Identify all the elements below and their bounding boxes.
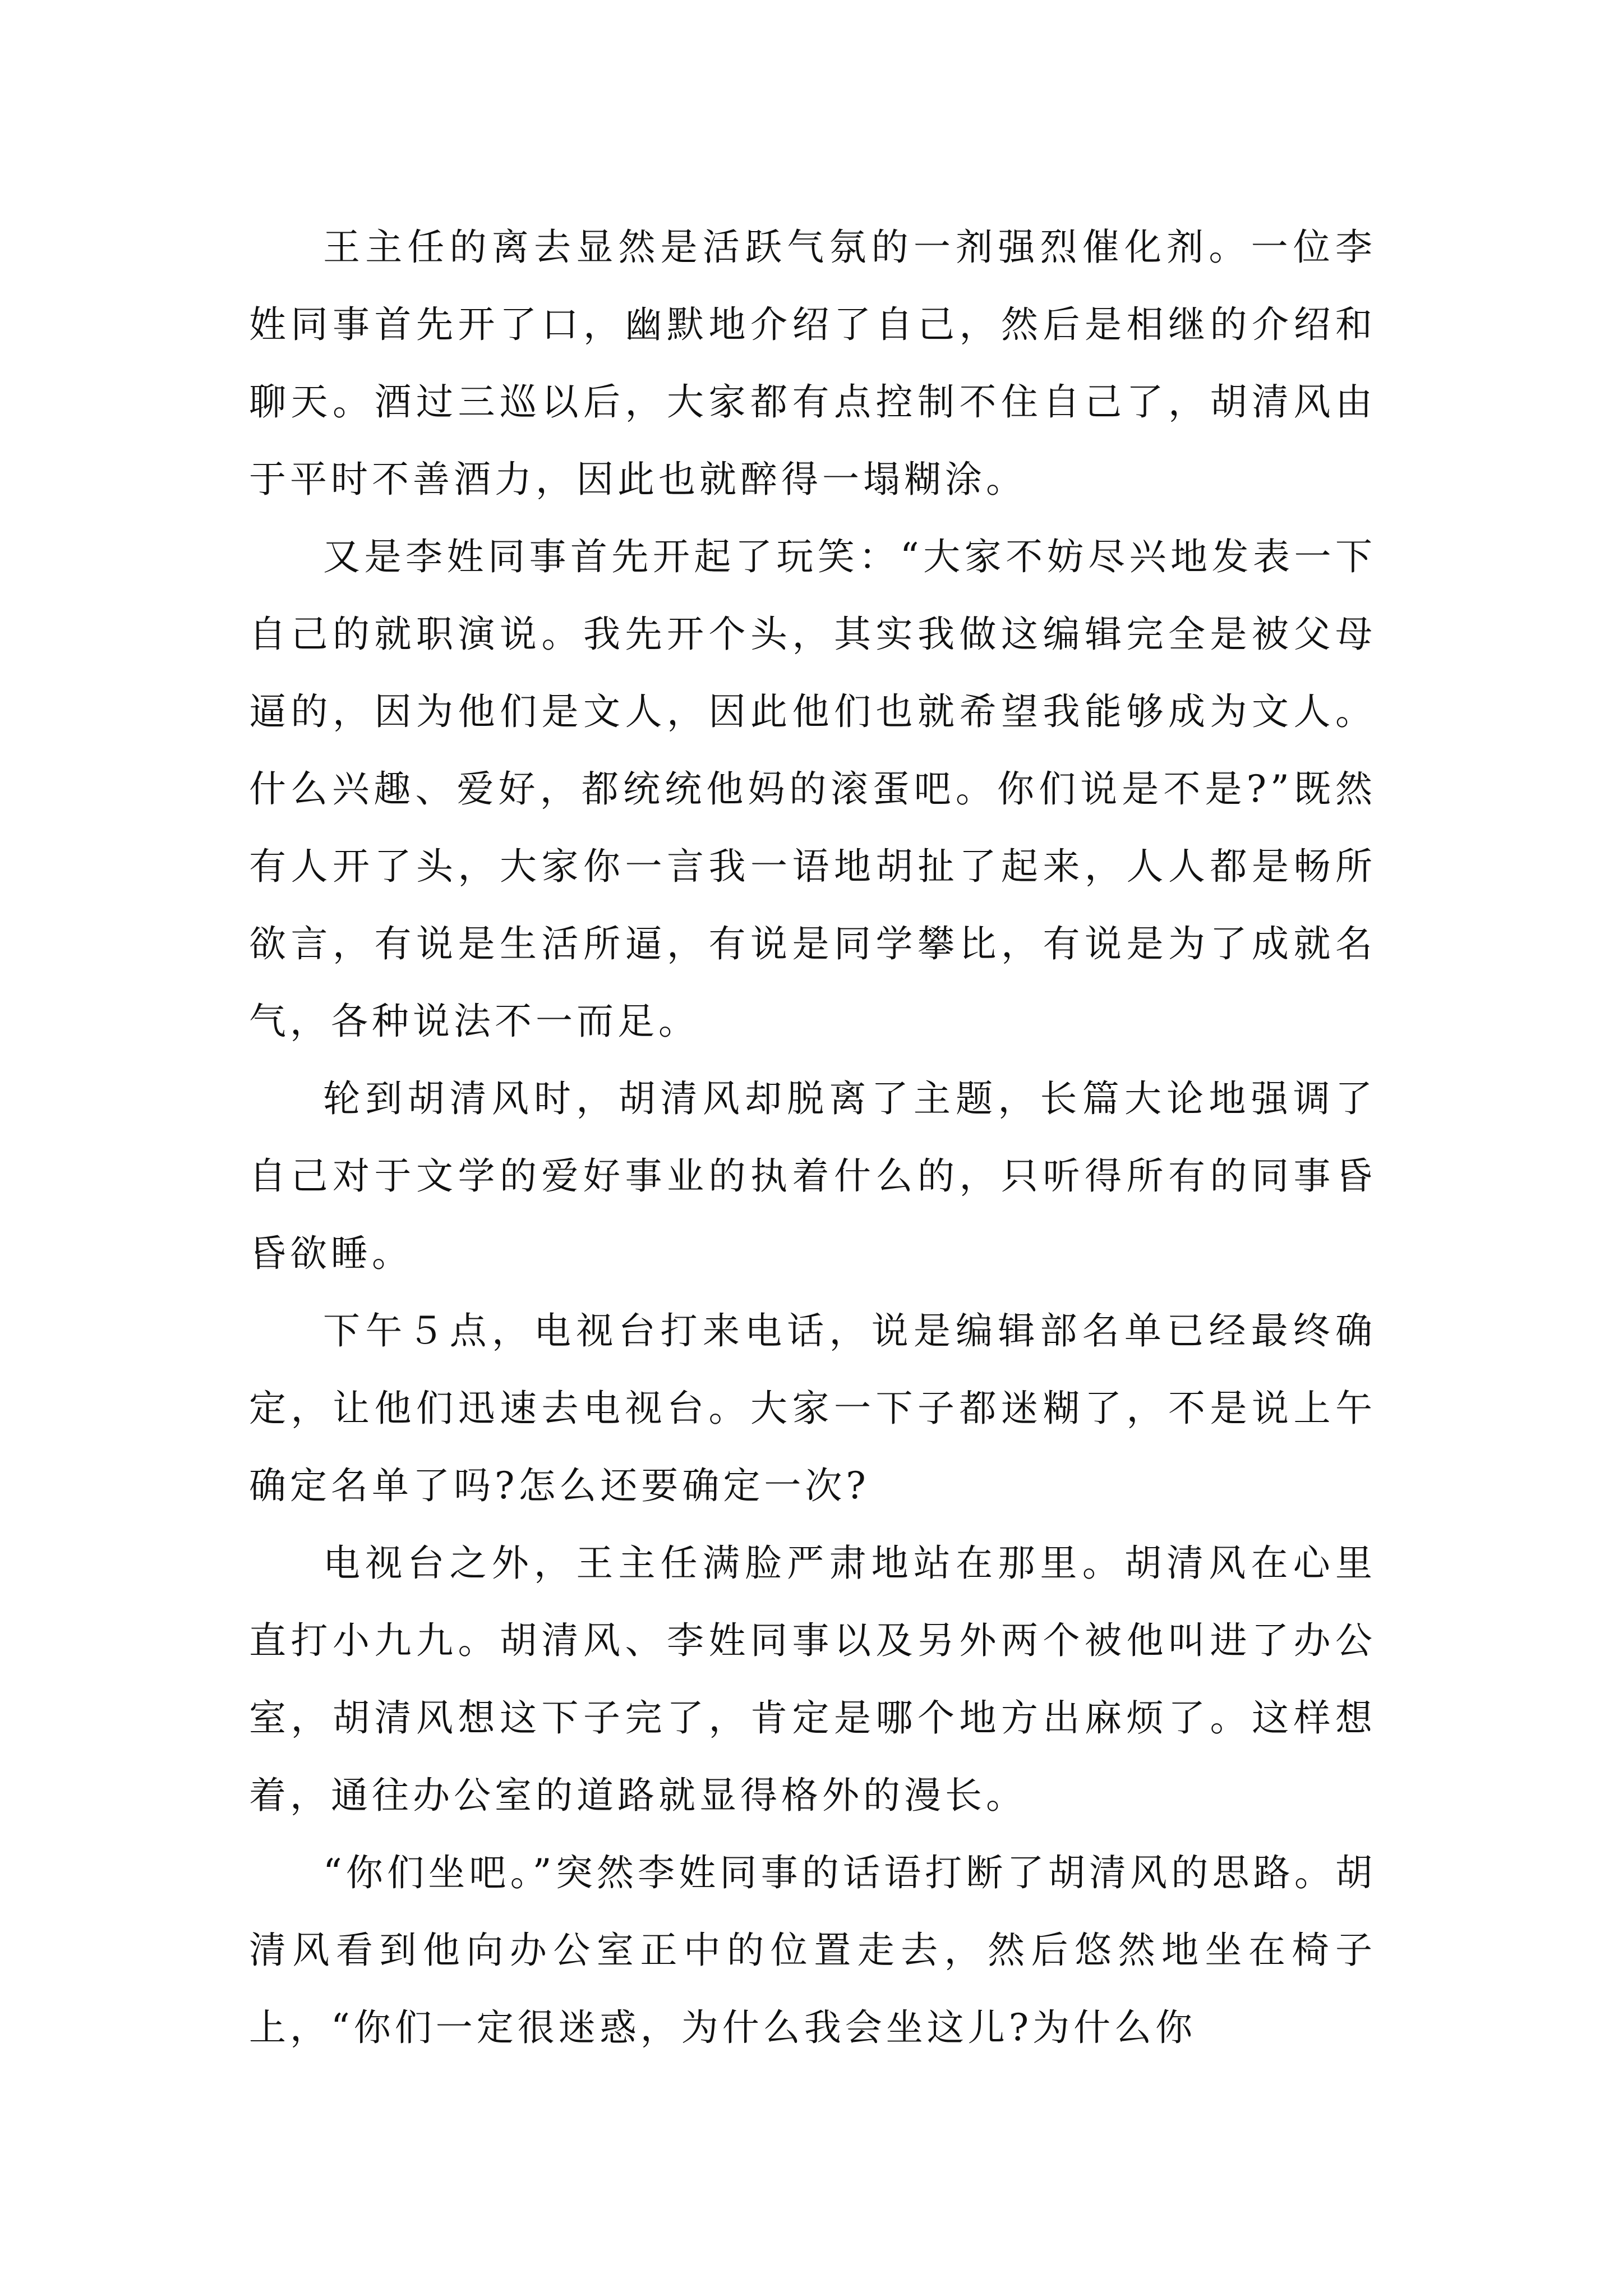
paragraph-1: 王主任的离去显然是活跃气氛的一剂强烈催化剂。一位李姓同事首先开了口，幽默地介绍了自己，然后是相继的介绍和聊天。酒过三巡以后，大家都有点控制不住自己了，胡清风由于平时不善酒力，因此也就醉得一塌糊涂。 bbox=[249, 226, 1376, 501]
paragraph-6: “你们坐吧。”突然李姓同事的话语打断了胡清风的思路。胡清风看到他向办公室正中的位置走去，然后悠然地坐在椅子上，“你们一定很迷惑，为什么我会坐这儿?为什么你 bbox=[249, 1851, 1376, 2049]
paragraph-2: 又是李姓同事首先开起了玩笑：“大家不妨尽兴地发表一下自己的就职演说。我先开个头，其实我做这编辑完全是被父母逼的，因为他们是文人，因此他们也就希望我能够成为文人。什么兴趣、爱好，都统统他妈的滚蛋吧。你们说是不是?”既然有人开了头，大家你一言我一语地胡扯了起来，人人都是畅所欲言，有说是生活所逼，有说是同学攀比，有说是为了成就名气，各种说法不一而足。 bbox=[249, 535, 1376, 1043]
paragraph-5: 电视台之外，王主任满脸严肃地站在那里。胡清风在心里直打小九九。胡清风、李姓同事以及另外两个被他叫进了办公室，胡清风想这下子完了，肯定是哪个地方出麻烦了。这样想着，通往办公室的道路就显得格外的漫长。 bbox=[249, 1542, 1376, 1817]
document-body bbox=[249, 209, 1376, 2067]
paragraph-3: 轮到胡清风时，胡清风却脱离了主题，长篇大论地强调了自己对于文学的爱好事业的执着什么的，只听得所有的同事昏昏欲睡。 bbox=[249, 1077, 1376, 1275]
paragraph-4: 下午５点，电视台打来电话，说是编辑部名单已经最终确定，让他们迅速去电视台。大家一下子都迷糊了，不是说上午确定名单了吗?怎么还要确定一次? bbox=[249, 1309, 1376, 1507]
